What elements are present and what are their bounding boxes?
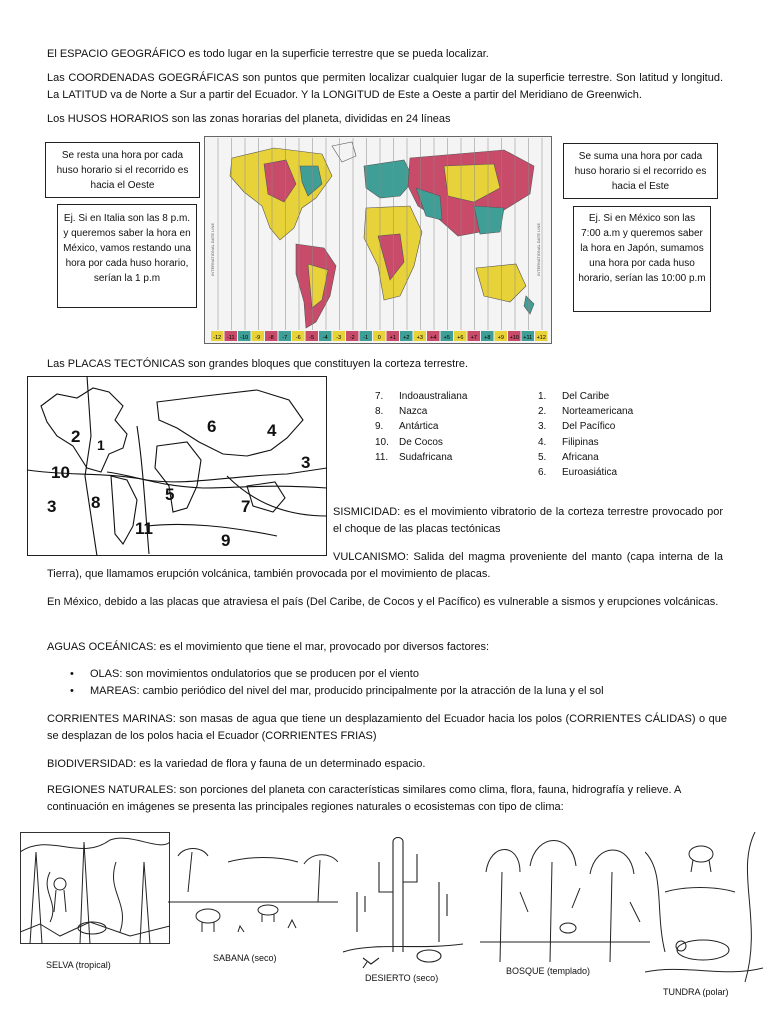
biodiversidad-paragraph: BIODIVERSIDAD: es la variedad de flora y fauna de un determinado espacio. [47, 758, 426, 770]
zone-label: 0 [377, 335, 381, 341]
sabana-caption: SABANA (seco) [213, 953, 277, 963]
olas-item: • OLAS: son movimientos ondulatorios que se producen por el viento [90, 666, 723, 683]
bosque-caption: BOSQUE (templado) [506, 966, 591, 976]
zone-label: +10 [509, 335, 519, 341]
plate-number-1: 1 [97, 437, 105, 453]
regiones-paragraph: REGIONES NATURALES: son porciones del planeta con características similares como clima, flora, fauna, hidrografía y relieve. A continuación en imágenes se presenta las principales regiones naturales o ecosistemas con tipo de clima: [47, 784, 681, 813]
suma-box: Se suma una hora por cada huso horario si el recorrido es hacia el Este [563, 143, 718, 199]
mexico-paragraph: En México, debido a las placas que atraviesa el país (Del Caribe, de Cocos y el Pacífico) es vulnerable a sismos y erupciones volcánicas. [47, 596, 719, 608]
zone-label: +3 [416, 335, 423, 341]
list-item: 10. De Cocos [375, 436, 443, 448]
aguas-paragraph: AGUAS OCEÁNICAS: es el movimiento que tiene el mar, provocado por diversos factores: [47, 641, 490, 653]
list-item: 2. Norteamericana [538, 406, 634, 418]
zone-label: +8 [484, 335, 491, 341]
plate-number-5: 5 [165, 485, 175, 504]
zone-label: -8 [268, 335, 274, 341]
zone-label: +11 [523, 335, 533, 341]
mexico-box: Ej. Si en México son las 7:00 a.m y queremos saber la hora en Japón, sumamos una hora por cada huso horario, serían las 10:00 p.m [573, 206, 711, 312]
zone-label: +12 [536, 335, 546, 341]
plate-number-3-left: 3 [47, 497, 57, 516]
zone-label: -2 [349, 335, 355, 341]
list-item: 1. Del Caribe [538, 391, 610, 402]
aguas-bullets [90, 666, 723, 700]
sabana-illustration [168, 832, 338, 944]
zone-label: +7 [470, 335, 477, 341]
zone-label: -12 [213, 335, 222, 341]
list-item: 7. Indoaustraliana [375, 391, 468, 402]
placas-paragraph: Las PLACAS TECTÓNICAS son grandes bloques que constituyen la corteza terrestre. [47, 358, 469, 370]
plate-number-8: 8 [91, 493, 101, 512]
plate-number-4: 4 [267, 421, 277, 440]
desierto-caption: DESIERTO (seco) [365, 973, 439, 983]
tundra-caption: TUNDRA (polar) [663, 987, 729, 997]
zone-label: -5 [309, 335, 315, 341]
selva-illustration [20, 832, 170, 944]
vulcanismo-paragraph: VULCANISMO: Salida del magma proveniente del manto (capa interna de la Tierra), que llamamos erupción volcánica, también provocada por el movimiento de placas. [47, 551, 723, 580]
espacio-paragraph: El ESPACIO GEOGRÁFICO es todo lugar en la superficie terrestre que se pueda localizar. [47, 48, 489, 60]
plate-number-10: 10 [51, 463, 70, 482]
zone-label: +1 [389, 335, 396, 341]
desierto-illustration [343, 832, 463, 972]
corrientes-paragraph: CORRIENTES MARINAS: son masas de agua que tiene un desplazamiento del Ecuador hacia los polos (CORRIENTES CÁLIDAS) o que se desplazan de los polos hacia el Ecuador (CORRIENTES FRIAS) [47, 713, 727, 742]
plate-number-9: 9 [221, 531, 231, 550]
zone-label: -4 [322, 335, 328, 341]
tectonic-plates-map [27, 376, 327, 556]
zone-label: +5 [443, 335, 450, 341]
zone-label: -11 [226, 335, 235, 341]
zone-label: +9 [497, 335, 504, 341]
list-item: 3. Del Pacífico [538, 421, 616, 433]
zone-label: -3 [336, 335, 342, 341]
zone-number-row [211, 331, 548, 341]
plate-number-3-right: 3 [301, 453, 311, 472]
plate-number-2: 2 [71, 427, 81, 446]
date-line-label-left: INTERNATIONAL DATE LINE [210, 222, 215, 276]
list-item: 6. Euroasiática [538, 467, 618, 479]
husos-paragraph: Los HUSOS HORARIOS son las zonas horarias del planeta, divididas en 24 líneas [47, 113, 451, 125]
resta-box: Se resta una hora por cada huso horario si el recorrido es hacia el Oeste [45, 142, 200, 198]
selva-caption: SELVA (tropical) [46, 960, 111, 970]
plate-number-6: 6 [207, 417, 217, 436]
tundra-illustration [645, 832, 763, 984]
plate-number-11: 11 [135, 519, 153, 538]
plates-list-right [538, 389, 633, 480]
list-item: 8. Nazca [375, 406, 428, 418]
zone-label: +2 [403, 335, 410, 341]
mareas-item: • MAREAS: cambio periódico del nivel del mar, producido principalmente por la atracción de la luna y el sol [90, 683, 723, 700]
sismicidad-paragraph: SISMICIDAD: es el movimiento vibratorio de la corteza terrestre provocado por el choque de las placas tectónicas [333, 506, 723, 535]
list-item: 5. Africana [538, 451, 599, 463]
zone-label: -7 [282, 335, 288, 341]
list-item: 11. Sudafricana [375, 451, 453, 463]
list-item: 9. Antártica [375, 421, 439, 433]
coordenadas-paragraph: Las COORDENADAS GOEGRÁFICAS son puntos que permiten localizar cualquier lugar de la superficie terrestre. Son latitud y longitud. La LATITUD va de Norte a Sur a partir del Ecuador. Y la LONGITUD de Este a Oeste a partir del Meridiano de Greenwich. [47, 72, 723, 101]
bosque-illustration [480, 832, 650, 962]
zone-label: -1 [363, 335, 369, 341]
zone-label: -9 [255, 335, 261, 341]
zone-label: -10 [240, 335, 249, 341]
date-line-label-right: INTERNATIONAL DATE LINE [536, 222, 541, 276]
plates-list-left [375, 389, 467, 465]
time-zone-map [204, 136, 552, 344]
italia-box: Ej. Si en Italia son las 8 p.m. y queremos saber la hora en México, vamos restando una hora por cada huso horario, serían la 1 p.m [57, 204, 197, 308]
plate-number-7: 7 [241, 497, 251, 516]
list-item: 4. Filipinas [538, 436, 599, 448]
zone-label: -6 [295, 335, 301, 341]
zone-label: +6 [457, 335, 464, 341]
zone-label: +4 [430, 335, 437, 341]
